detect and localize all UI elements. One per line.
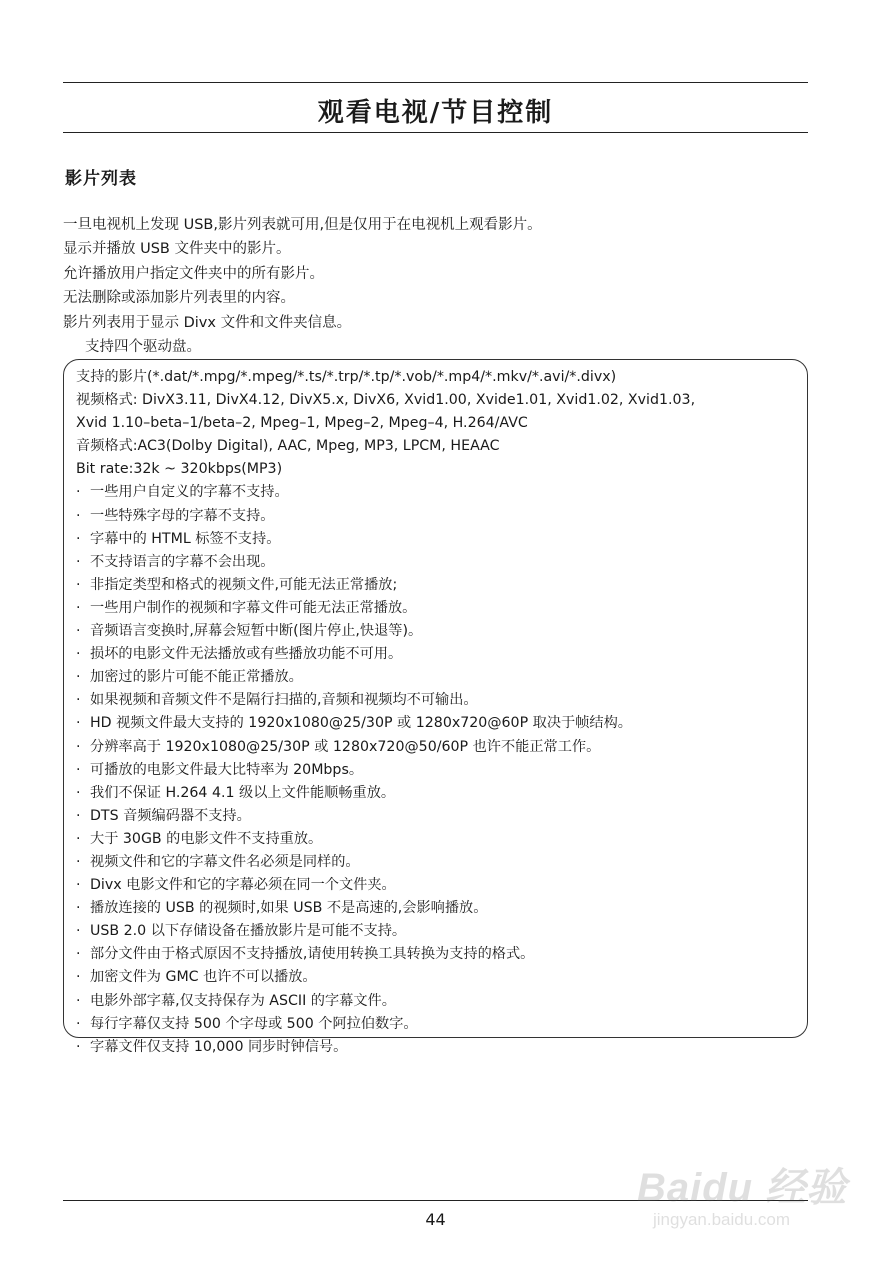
note-item <box>76 736 807 759</box>
bullet-marker: · <box>76 1038 81 1055</box>
bullet-marker: · <box>76 761 81 778</box>
bullet-marker: · <box>76 576 81 593</box>
spec-box <box>63 359 808 1055</box>
bullet-marker: · <box>76 715 81 732</box>
note-item <box>76 1036 807 1059</box>
bullet-marker: · <box>76 530 81 547</box>
bullet-marker: · <box>76 969 81 986</box>
note-text: 可播放的电影文件最大比特率为 20Mbps。 <box>90 761 364 778</box>
spec-line: 支持的影片(*.dat/*.mpg/*.mpeg/*.ts/*.trp/*.tp/*.vob/*.mp4/*.mkv/*.avi/*.divx) <box>76 369 617 385</box>
bullet-marker: · <box>76 623 81 640</box>
note-item <box>76 943 807 966</box>
bullet-marker: · <box>76 900 81 917</box>
note-text: 非指定类型和格式的视频文件,可能无法正常播放; <box>90 576 398 593</box>
note-item <box>76 759 807 782</box>
page-number: 44 <box>425 1210 446 1229</box>
intro-line: 支持四个驱动盘。 <box>85 339 201 356</box>
note-item <box>76 897 807 920</box>
note-item <box>76 874 807 897</box>
bullet-marker: · <box>76 599 81 616</box>
bullet-marker: · <box>76 692 81 709</box>
note-item <box>76 689 807 712</box>
intro-line: 允许播放用户指定文件夹中的所有影片。 <box>63 265 324 282</box>
spec-line: Xvid 1.10–beta–1/beta–2, Mpeg–1, Mpeg–2, Mpeg–4, H.264/AVC <box>76 415 528 432</box>
note-item <box>76 643 807 666</box>
note-item <box>76 712 807 735</box>
note-text: Divx 电影文件和它的字幕必须在同一个文件夹。 <box>90 877 396 894</box>
bullet-marker: · <box>76 507 81 524</box>
note-text: 字幕中的 HTML 标签不支持。 <box>90 530 281 547</box>
note-text: 一些用户制作的视频和字幕文件可能无法正常播放。 <box>90 599 417 616</box>
bullet-marker: · <box>76 830 81 847</box>
note-text: 视频文件和它的字幕文件名必须是同样的。 <box>90 853 360 870</box>
intro-line: 一旦电视机上发现 USB,影片列表就可用,但是仅用于在电视机上观看影片。 <box>63 217 542 233</box>
title-rule <box>63 132 808 133</box>
bullet-marker: · <box>76 877 81 894</box>
note-item <box>76 966 807 989</box>
note-item <box>76 597 807 620</box>
note-text: DTS 音频编码器不支持。 <box>90 807 251 824</box>
intro-line: 影片列表用于显示 Divx 文件和文件夹信息。 <box>63 314 352 331</box>
note-item <box>76 620 807 643</box>
note-item <box>76 1013 807 1036</box>
note-item <box>76 505 807 528</box>
intro-line: 无法删除或添加影片列表里的内容。 <box>63 290 295 307</box>
intro-line: 显示并播放 USB 文件夹中的影片。 <box>63 241 291 258</box>
note-text: 加密过的影片可能不能正常播放。 <box>90 669 303 686</box>
bullet-marker: · <box>76 1015 81 1032</box>
note-item <box>76 920 807 943</box>
note-text: HD 视频文件最大支持的 1920x1080@25/30P 或 1280x720@60P 取决于帧结构。 <box>90 715 632 732</box>
note-item <box>76 805 807 828</box>
note-item <box>76 481 807 504</box>
note-text: 分辨率高于 1920x1080@25/30P 或 1280x720@50/60P 也许不能正常工作。 <box>90 738 601 755</box>
bullet-marker: · <box>76 738 81 755</box>
note-text: USB 2.0 以下存储设备在播放影片是可能不支持。 <box>90 923 407 940</box>
note-text: 不支持语言的字幕不会出现。 <box>90 553 275 570</box>
note-text: 加密文件为 GMC 也许不可以播放。 <box>90 969 317 986</box>
notes-list <box>76 481 807 1058</box>
bullet-marker: · <box>76 853 81 870</box>
note-text: 一些特殊字母的字幕不支持。 <box>90 507 275 524</box>
note-item <box>76 528 807 551</box>
note-item <box>76 574 807 597</box>
note-text: 字幕文件仅支持 10,000 同步时钟信号。 <box>90 1038 348 1055</box>
spec-line: 视频格式: DivX3.11, DivX4.12, DivX5.x, DivX6, Xvid1.00, Xvide1.01, Xvid1.02, Xvid1.03, <box>76 392 696 409</box>
bullet-marker: · <box>76 992 81 1009</box>
note-text: 如果视频和音频文件不是隔行扫描的,音频和视频均不可输出。 <box>90 692 478 709</box>
top-rule <box>63 82 808 83</box>
page-title: 观看电视/节目控制 <box>317 98 554 128</box>
note-item <box>76 551 807 574</box>
note-item <box>76 828 807 851</box>
watermark-url: jingyan.baidu.com <box>653 1210 791 1229</box>
watermark <box>631 1150 861 1250</box>
bullet-marker: · <box>76 646 81 663</box>
bullet-marker: · <box>76 669 81 686</box>
spec-line: 音频格式:AC3(Dolby Digital), AAC, Mpeg, MP3, LPCM, HEAAC <box>76 438 500 455</box>
note-text: 大于 30GB 的电影文件不支持重放。 <box>90 830 323 847</box>
spec-line: Bit rate:32k ~ 320kbps(MP3) <box>76 461 283 478</box>
note-text: 损坏的电影文件无法播放或有些播放功能不可用。 <box>90 646 403 663</box>
note-item <box>76 990 807 1013</box>
note-text: 我们不保证 H.264 4.1 级以上文件能顺畅重放。 <box>90 784 396 801</box>
note-text: 每行字幕仅支持 500 个字母或 500 个阿拉伯数字。 <box>90 1015 418 1032</box>
section-heading: 影片列表 <box>65 169 137 189</box>
note-text: 一些用户自定义的字幕不支持。 <box>90 484 289 501</box>
note-item <box>76 666 807 689</box>
bullet-marker: · <box>76 784 81 801</box>
note-item <box>76 782 807 805</box>
bullet-marker: · <box>76 923 81 940</box>
note-text: 音频语言变换时,屏幕会短暂中断(图片停止,快退等)。 <box>90 623 423 640</box>
note-text: 部分文件由于格式原因不支持播放,请使用转换工具转换为支持的格式。 <box>90 946 535 963</box>
note-text: 播放连接的 USB 的视频时,如果 USB 不是高速的,会影响播放。 <box>90 900 488 917</box>
bullet-marker: · <box>76 807 81 824</box>
bullet-marker: · <box>76 553 81 570</box>
note-text: 电影外部字幕,仅支持保存为 ASCII 的字幕文件。 <box>90 992 396 1009</box>
note-item <box>76 851 807 874</box>
watermark-logo: Baidu 经验 <box>637 1166 848 1210</box>
bullet-marker: · <box>76 484 81 501</box>
bullet-marker: · <box>76 946 81 963</box>
intro-paragraphs <box>63 213 808 359</box>
